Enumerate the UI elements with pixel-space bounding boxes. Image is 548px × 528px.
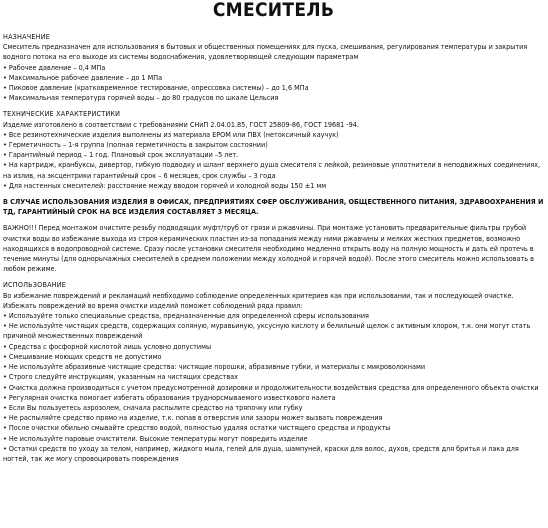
office-warranty-notice: В СЛУЧАЕ ИСПОЛЬЗОВАНИЯ ИЗДЕЛИЯ В ОФИСАХ, ПРЕДПРИЯТИЯХ СФЕР ОБСЛУЖИВАНИЯ, ОБЩЕСТВЕННОГО ПИТАНИЯ, ЗДРАВООХРАНЕНИЯ И ТД, ГАРАНТИЙНЫЙ СРОК НА ВСЕ ИЗДЕЛИЯ СОСТАВЛЯЕТ 3 МЕСЯЦА. — [3, 197, 544, 217]
usage-text: Во избежание повреждений и рекламаций необходимо соблюдение определенных критериев как при использовании, так и последующей очистке. Избежать повреждений во время очистки изделий поможет соблюдений ряда правил: — [3, 290, 514, 310]
usage-bullet: • Не используйте паровые очистители. Высокие температуры могут повредить изделие — [3, 433, 308, 443]
purpose-text: Смеситель предназначен для использования в бытовых и общественных помещениях для пуска, смешивания, регулирования температуры и закрытия водного потока на его выходе из системы водоснабжения, удовлетворяющей следующим параметрам — [3, 42, 528, 62]
purpose-bullet: • Максимальная температура горячей воды – до 80 градусов по шкале Цельсия — [3, 93, 279, 103]
specs-bullet: • Гарантийный период – 1 год. Плановый срок эксплуатации –5 лет. — [3, 150, 239, 160]
specs-section — [3, 109, 544, 191]
usage-bullet: • Строго следуйте инструкциям, указанным на чистящих средствах — [3, 372, 238, 382]
usage-bullet: • Средства с фосфорной кислотой лишь условно допустимы — [3, 341, 212, 351]
usage-bullet: • Смешивание моющих средств не допустимо — [3, 351, 162, 361]
usage-bullet: • Не распыляйте средство прямо на изделие, т.к. попав в отверстия или зазоры может вызвать повреждения — [3, 413, 383, 423]
usage-bullet: • Очистка должна производиться с учетом предусмотренной дозировки и продолжительности воздействия средства для определенного объекта очистки — [3, 382, 539, 392]
specs-bullet: • Для настенных смесителей: расстояние между вводом горячей и холодной воды 150 ±1 мм — [3, 180, 327, 190]
usage-bullet: • Регулярная очистка помогает избегать образования труднорсмываемого известкового налета — [3, 392, 336, 402]
purpose-bullet: • Максимальное рабочее давление – до 1 МПа — [3, 72, 163, 82]
usage-bullet: • Остатки средств по уходу за телом, например, жидкого мыла, гелей для душа, шампуней, краски для волос, духов, средств для бритья и лака для ногтей, так же могу спровоцировать повреждения — [3, 443, 519, 463]
usage-bullet: • Если Вы пользуетесь аэрозолем, сначала распылите средство на тряпочку или губку — [3, 402, 303, 412]
purpose-bullet: • Пиковое давление (кратковременное тестирование, опрессовка системы) – до 1,6 МПа — [3, 83, 309, 93]
specs-text: Изделие изготовлено в соответствии с требованиями СНиП 2.04.01.85, ГОСТ 25809-86, ГОСТ 19681 -94. — [3, 119, 359, 129]
specs-bullet: • Все резинотехнические изделия выполнены из материала EPOM или ПВХ (нетоксичный каучук) — [3, 129, 339, 139]
purpose-bullet: • Рабочее давление – 0,4 МПа — [3, 62, 106, 72]
usage-bullet: • Не используйте чистящих средств, содержащих соляную, муравьиную, уксусную кислоту и белильный щелок с активным хлором, т.к. они могут стать причиной множественных повреждений — [3, 321, 531, 341]
document-title: СМЕСИТЕЛЬ — [212, 0, 335, 21]
important-notice: ВАЖНО!!! Перед монтажом очистите резьбу подводящих муфт/труб от грязи и ржавчины. При монтаже установить предварительные фильтры грубой очистки воды во избежание выхода из строя керамических пластин из-за попадания между ними ржавчины и мелких жестких предметов, возможно находящихся в водопроводной системе. Сразу после установки смесителя необходимо медленно открыть воду на полную мощность и дать ей протечь в течение минуты (для однорычажных смесителей в среднем положении между холодной и горячей водой). После этого смеситель можно использовать в любом режиме. — [3, 223, 534, 274]
usage-heading: ИСПОЛЬЗОВАНИЕ — [3, 280, 67, 290]
purpose-section — [3, 32, 544, 103]
specs-bullet: • Герметичность – 1-я группа (полная герметичность в закрытом состоянии) — [3, 140, 268, 150]
usage-section — [3, 280, 544, 464]
usage-bullet: • Не используйте абразивные чистящие средства: чистящие порошки, абразивные губки, и материалы с микроволокнами — [3, 362, 426, 372]
usage-bullet: • Используйте только специальные средства, предназначенные для определенной сферы использования — [3, 311, 369, 321]
purpose-heading: НАЗНАЧЕНИЕ — [3, 32, 51, 41]
specs-heading: ТЕХНИЧЕСКИЕ ХАРАКТЕРИСТИКИ — [3, 109, 121, 119]
specs-bullet: • На картридж, кранбуксы, дивертор, гибкую подводку и шланг верхнего душа смесителя с лейкой, резиновые уплотнители в неподвижных соединениях, на излив, на эксцентрики гарантийный срок – 6 месяцев, срок службы – 3 года — [3, 160, 541, 180]
usage-bullet: • После очистки обильно смывайте средство водой, полностью удаляя остатки чистящего средства и продукты — [3, 423, 391, 433]
